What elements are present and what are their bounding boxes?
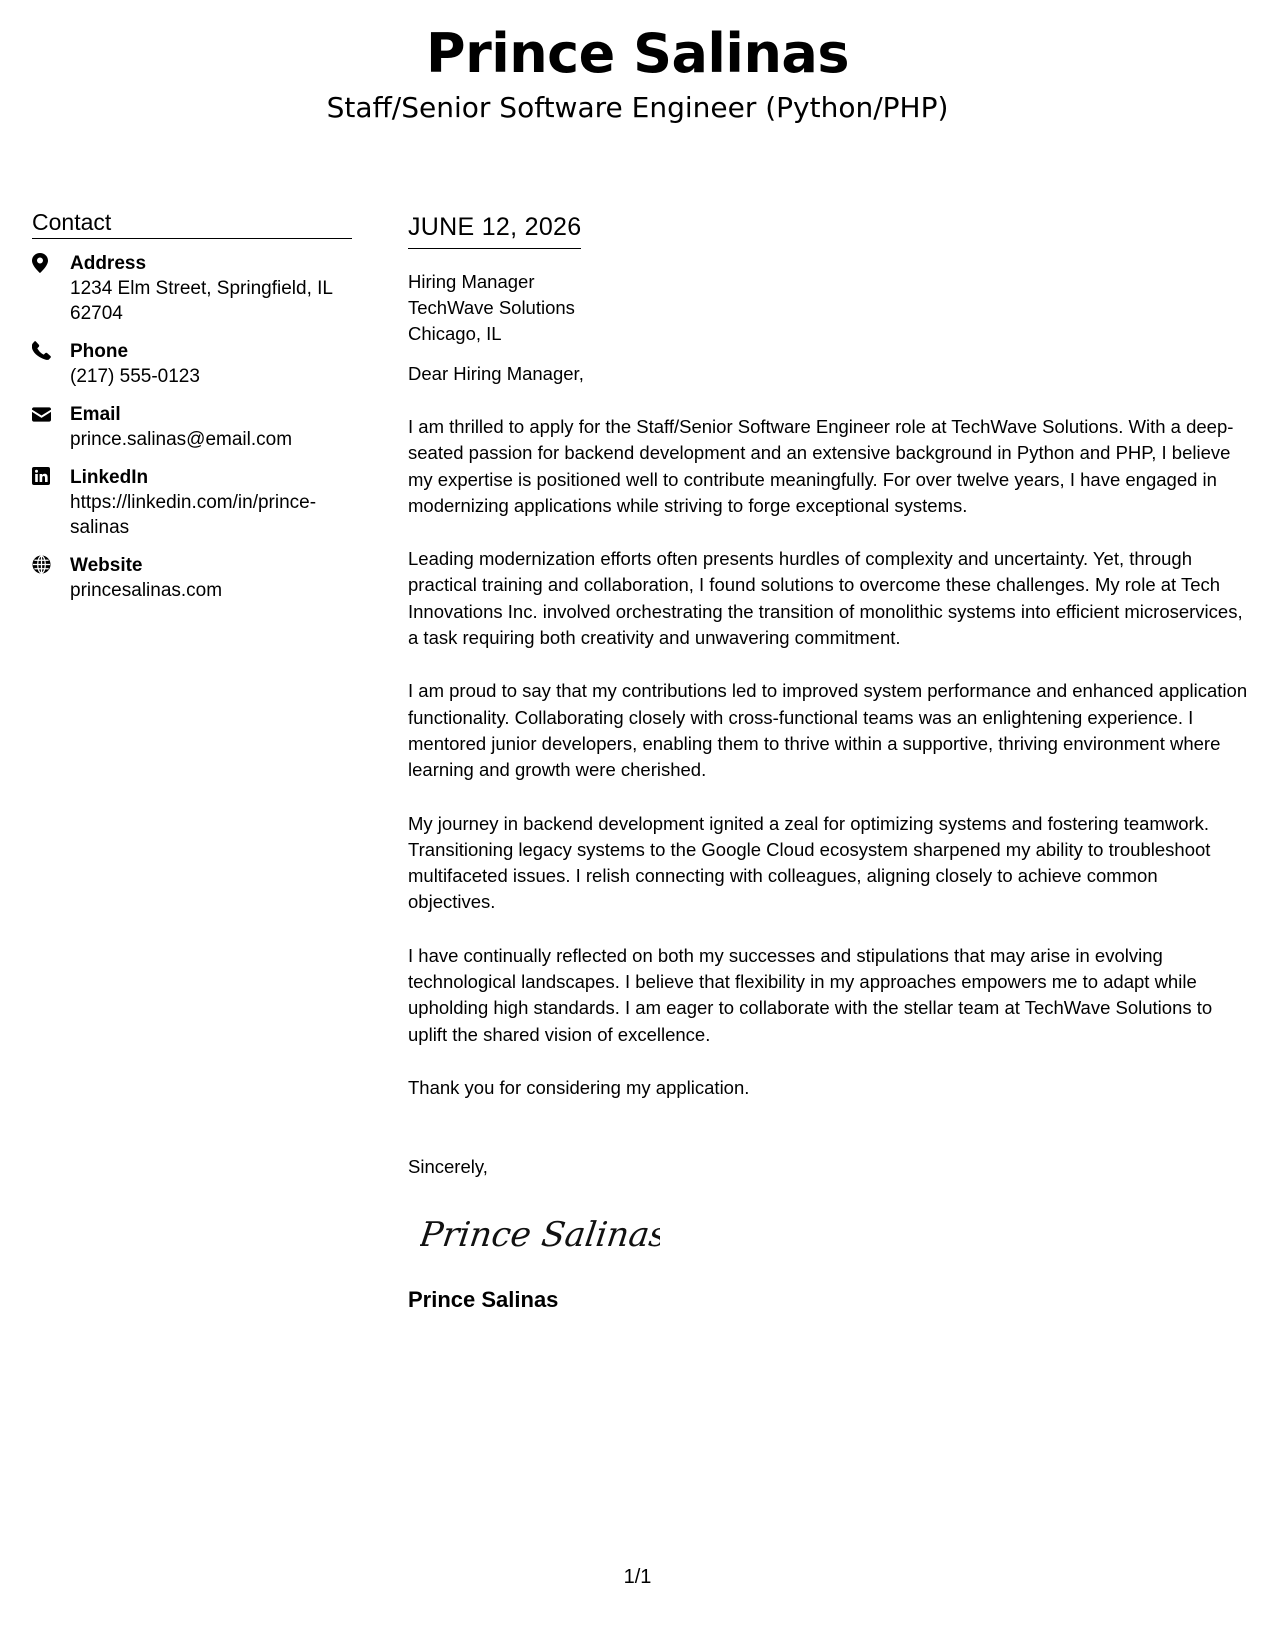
- recipient-line: TechWave Solutions: [408, 297, 575, 318]
- signed-name: Prince Salinas: [408, 1287, 559, 1313]
- address-line: 1234 Elm Street, Springfield, IL: [70, 278, 333, 299]
- cover-letter-body: [408, 212, 1250, 1314]
- map-pin-icon: [32, 251, 70, 273]
- email-link[interactable]: prince.salinas@email.com: [70, 429, 293, 450]
- paragraph: Leading modernization efforts often presents hurdles of complexity and uncertainty. Yet, through practical training and collaboration, I found solutions to overcome these challenges. My role at Tech Innovations Inc. involved orchestrating the transition of monolithic systems into efficient microservices, a task requiring both creativity and unwavering commitment.: [408, 548, 1243, 649]
- page-number: 1/1: [623, 1566, 652, 1588]
- contact-item-phone: [32, 339, 352, 389]
- contact-item-address: [32, 251, 352, 326]
- contact-label: Address: [70, 253, 147, 274]
- recipient-line: Chicago, IL: [408, 323, 502, 344]
- linkedin-icon: [32, 465, 70, 485]
- paragraph: I am proud to say that my contributions led to improved system performance and enhanced application functionality. Collaborating closely with cross-functional teams was an enlightening experience. I mentored junior developers, enabling them to thrive within a supportive, thriving environment where learning and growth were cherished.: [408, 680, 1248, 781]
- paragraph: Thank you for considering my application.: [408, 1076, 750, 1098]
- closing: Sincerely,: [408, 1156, 488, 1178]
- paragraph: I have continually reflected on both my successes and stipulations that may arise in evolving technological landscapes. I believe that flexibility in my approaches empowers me to adapt while upholding high standards. I am eager to collaborate with the stellar team at TechWave Solutions to uplift the shared vision of excellence.: [408, 944, 1213, 1045]
- address-line: 62704: [70, 303, 123, 324]
- contact-sidebar: [32, 208, 352, 616]
- contact-label: LinkedIn: [70, 467, 149, 488]
- linkedin-link[interactable]: salinas: [70, 517, 130, 538]
- salutation: Dear Hiring Manager,: [408, 363, 584, 384]
- contact-heading: Contact: [32, 208, 352, 239]
- applicant-name: Prince Salinas: [426, 22, 849, 85]
- handwritten-signature: [420, 1206, 1250, 1262]
- recipient-line: Hiring Manager: [408, 271, 535, 292]
- website-link[interactable]: princesalinas.com: [70, 580, 223, 601]
- contact-item-linkedin: [32, 465, 352, 540]
- resume-header: [0, 18, 1275, 126]
- paragraph: I am thrilled to apply for the Staff/Senior Software Engineer role at TechWave Solutions. With a deep-seated passion for backend development and an extensive background in Python and PHP, I believe my expertise is positioned well to contribute meaningfully. For over twelve years, I have engaged in modernizing applications while striving to forge exceptional systems.: [408, 416, 1234, 516]
- contact-item-website: [32, 553, 352, 603]
- linkedin-link[interactable]: https://linkedin.com/in/prince-: [70, 492, 317, 513]
- phone-value: (217) 555-0123: [70, 366, 200, 387]
- globe-icon: [32, 553, 70, 574]
- phone-icon: [32, 339, 70, 360]
- job-title: Staff/Senior Software Engineer (Python/PHP): [326, 91, 949, 124]
- recipient-block: [408, 269, 1250, 347]
- contact-label: Website: [70, 555, 143, 576]
- paragraph: My journey in backend development ignited a zeal for optimizing systems and fostering teamwork. Transitioning legacy systems to the Google Cloud ecosystem sharpened my ability to troubleshoot multifaceted issues. I relish connecting with colleagues, aligning closely to achieve common objectives.: [408, 812, 1211, 913]
- contact-label: Email: [70, 404, 121, 425]
- envelope-icon: [32, 402, 70, 422]
- signature-script: Prince Salinas: [420, 1215, 660, 1256]
- contact-item-email: [32, 402, 352, 452]
- letter-date: JUNE 12, 2026: [408, 212, 581, 249]
- contact-label: Phone: [70, 341, 129, 362]
